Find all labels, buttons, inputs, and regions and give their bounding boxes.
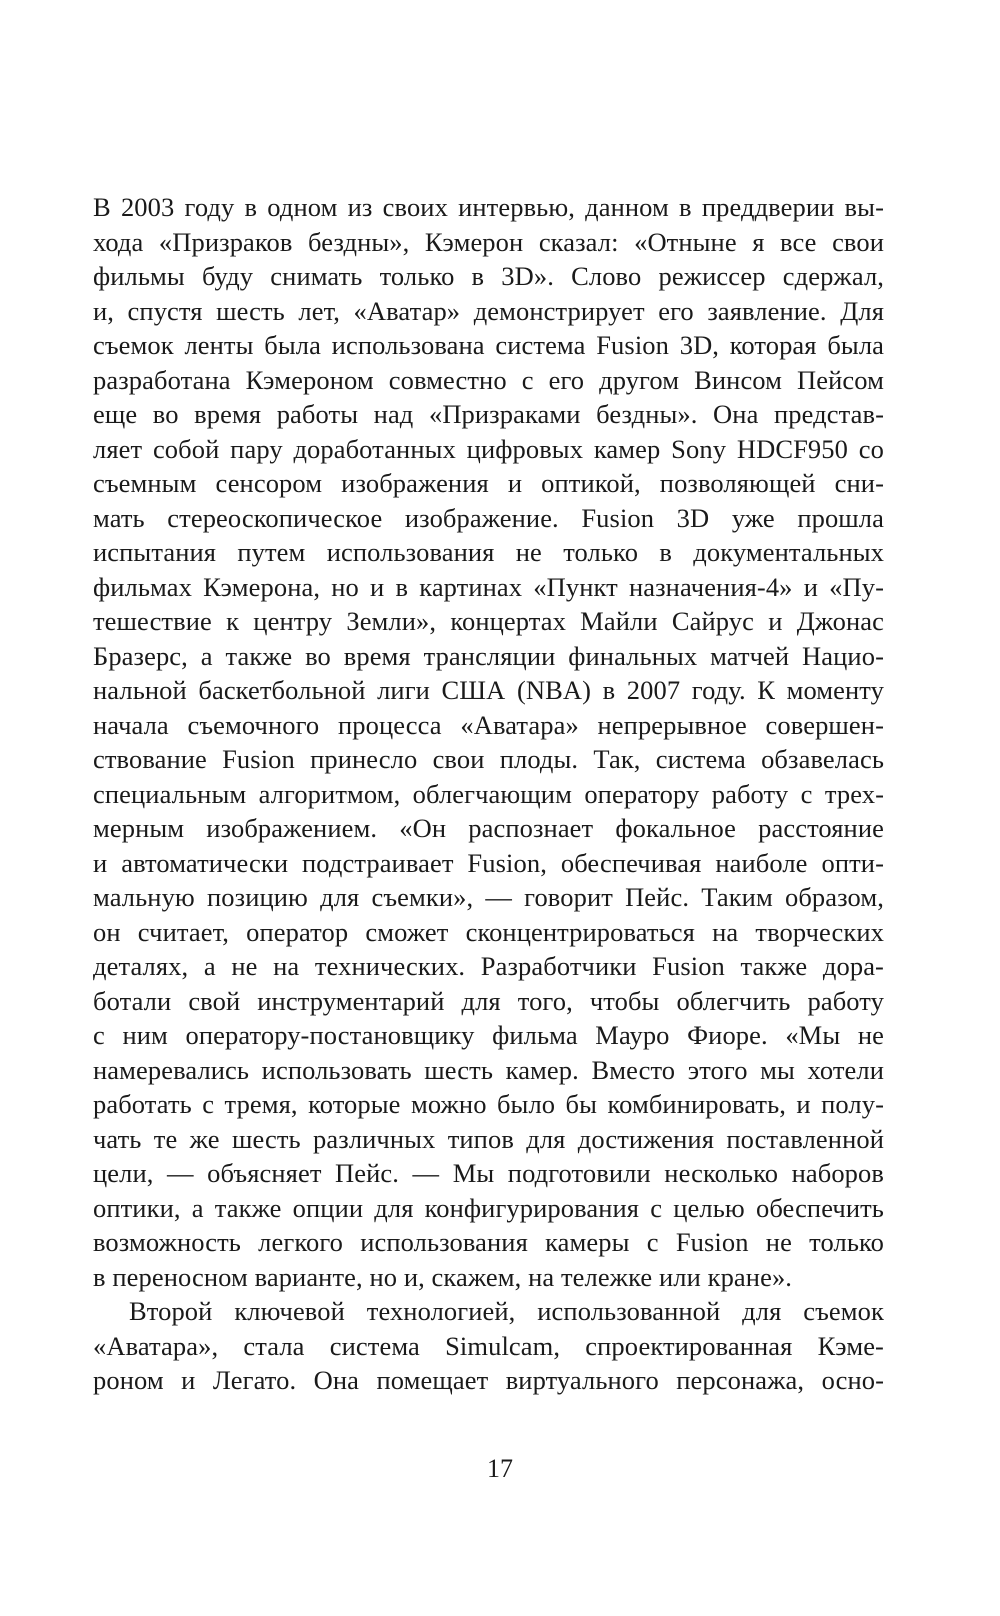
- text-line: испытания путем использования не только в документальных: [93, 537, 884, 567]
- text-line: и автоматически подстраивает Fusion, обеспечивая наиболе опти-: [93, 847, 884, 878]
- text-line: фильмы буду снимать только в 3D». Слово режиссер сдержал,: [93, 261, 884, 291]
- page-body: [93, 190, 884, 1398]
- text-line: мерным изображением. «Он распознает фокальное расстояние: [93, 813, 884, 843]
- text-line: съемок ленты была использована система Fusion 3D, которая была: [93, 330, 884, 360]
- text-line: еще во время работы над «Призраками бездны». Она представ-: [93, 399, 884, 429]
- text-line: хода «Призраков бездны», Кэмерон сказал: «Отныне я все свои: [93, 226, 884, 257]
- text-line: ляет собой пару доработанных цифровых камер Sony HDCF950 со: [93, 433, 884, 464]
- text-line: ствование Fusion принесло свои плоды. Так, система обзавелась: [93, 744, 884, 774]
- text-line: разработана Кэмероном совместно с его другом Винсом Пейсом: [93, 364, 884, 395]
- paragraph-1: [93, 190, 884, 1294]
- text-line: возможность легкого использования камеры с Fusion не только: [93, 1227, 884, 1257]
- text-line: чать те же шесть различных типов для достижения поставленной: [93, 1123, 884, 1154]
- page-number: 17: [487, 1454, 513, 1483]
- text-line: роном и Легато. Она помещает виртуального персонажа, осно-: [93, 1365, 884, 1395]
- text-line: съемным сенсором изображения и оптикой, позволяющей сни-: [93, 468, 884, 498]
- text-line: мальную позицию для съемки», — говорит Пейс. Таким образом,: [93, 882, 884, 912]
- text-line: «Аватара», стала система Simulcam, спроектированная Кэме-: [93, 1330, 884, 1361]
- text-line: ботали свой инструментарий для того, чтобы облегчить работу: [93, 985, 884, 1016]
- text-line: фильмах Кэмерона, но и в картинах «Пункт назначения-4» и «Пу-: [93, 571, 884, 602]
- text-line: тешествие к центру Земли», концертах Майли Сайрус и Джонас: [93, 606, 884, 636]
- text-line: деталях, а не на технических. Разработчики Fusion также дора-: [93, 951, 884, 981]
- text-line: и, спустя шесть лет, «Аватар» демонстрирует его заявление. Для: [93, 295, 884, 326]
- text-line: нальной баскетбольной лиги США (NBA) в 2007 году. К моменту: [93, 675, 884, 705]
- text-line: Второй ключевой технологией, использованной для съемок: [129, 1296, 884, 1326]
- text-line: работать с тремя, которые можно было бы комбинировать, и полу-: [93, 1089, 884, 1119]
- text-line: оптики, а также опции для конфигурирования с целью обеспечить: [93, 1192, 884, 1223]
- paragraph-2: [93, 1294, 884, 1398]
- text-line: Бразерс, а также во время трансляции финальных матчей Нацио-: [93, 640, 884, 671]
- text-line: цели, — объясняет Пейс. — Мы подготовили несколько наборов: [93, 1158, 884, 1188]
- text-line: специальным алгоритмом, облегчающим оператору работу с трех-: [93, 778, 884, 809]
- text-line: намеревались использовать шесть камер. Вместо этого мы хотели: [93, 1054, 884, 1085]
- text-line: в переносном варианте, но и, скажем, на тележке или кране».: [93, 1261, 793, 1292]
- text-line: с ним оператору-постановщику фильма Мауро Фиоре. «Мы не: [93, 1020, 884, 1050]
- text-line: В 2003 году в одном из своих интервью, данном в преддверии вы-: [93, 192, 884, 222]
- text-line: мать стереоскопическое изображение. Fusion 3D уже прошла: [93, 502, 884, 533]
- text-line: начала съемочного процесса «Аватара» непрерывное совершен-: [93, 709, 884, 740]
- text-line: он считает, оператор сможет сконцентрироваться на творческих: [93, 916, 884, 947]
